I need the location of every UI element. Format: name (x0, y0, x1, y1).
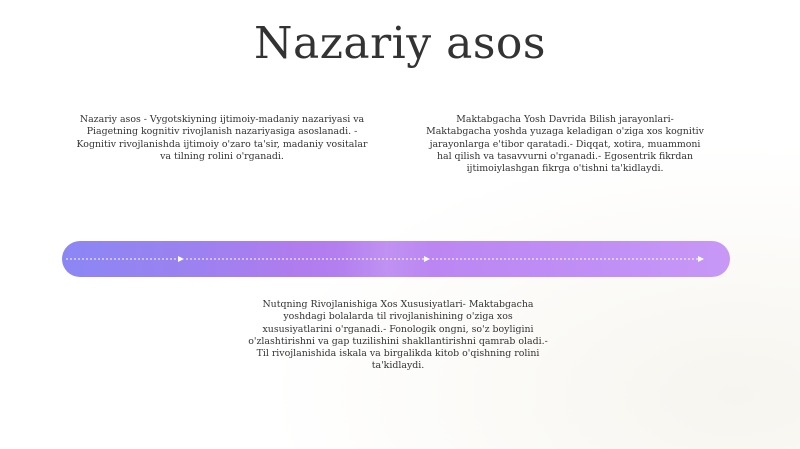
text-block-left: Nazariy asos - Vygotskiyning ijtimoiy-madaniy nazariyasi va Piagetning kognitiv rivojlanish nazariyasiga asoslanadi. - Kognitiv rivojlanishda ijtimoiy o'zaro ta'sir, madaniy vositalar va tilning rolini o'rganadi. (76, 114, 368, 162)
timeline-segment-2 (186, 256, 430, 262)
timeline-arrows (62, 241, 730, 277)
arrow-right-icon (698, 256, 704, 262)
text-block-right: Maktabgacha Yosh Davrida Bilish jarayonlari- Maktabgacha yoshda yuzaga keladigan o'ziga xos kognitiv jarayonlarga e'tibor qaratadi.- Diqqat, xotira, muammoni hal qilish va tasavvurni o'rganadi.- Egosentrik fikrdan ijtimoiylashgan fikrga o'tishni ta'kidlaydi. (426, 114, 704, 175)
timeline-segment-1 (66, 256, 184, 262)
slide-title: Nazariy asos (254, 18, 546, 69)
arrow-right-icon (424, 256, 430, 262)
arrow-right-icon (178, 256, 184, 262)
text-block-bottom: Nutqning Rivojlanishiga Xos Xususiyatlari- Maktabgacha yoshdagi bolalarda til rivojlanishining o'ziga xos xususiyatlarini o'rganadi.- Fonologik ongni, so'z boyligini o'zlashtirishni va gap tuzilishini shakllantirishni qamrab oladi.- Til rivojlanishida iskala va birgalikda kitob o'qishning rolini ta'kidlaydi. (248, 299, 548, 372)
timeline-segment-3 (432, 256, 704, 262)
